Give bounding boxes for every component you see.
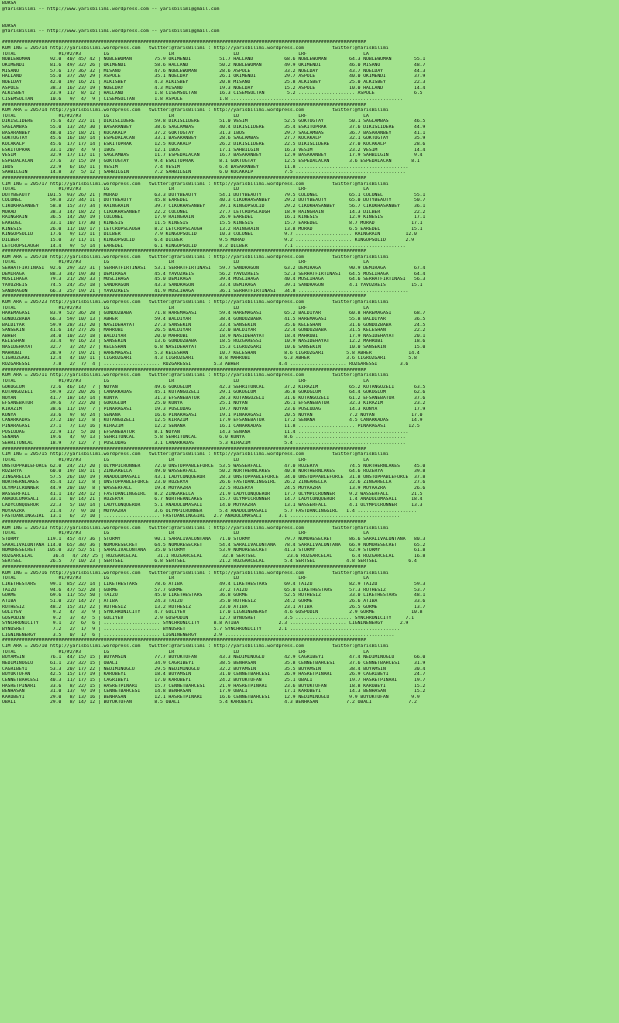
report-line: SANSEKIN 41.6 14/ 27/ 26 | MAHRUBI 26.5 BALDIYAR 22.0 BALDIYAR 22.4 GUNDUZBABA 31.5 KELESHAN 22.2 — [2, 328, 426, 334]
report-line: ASPOLE 38.3 16/ 23/ 19 | NOELDAY 4.3 MISANO 19.3 NOELDAY 15.2 ASPOLE 10.0 HALLAND 14.4 — [2, 85, 426, 91]
report-line: SYNCHRONICITY 9.1 2/ 6/ 6 | .................... SYNCHRONICITY 8.8 ATIBA 2.3 .................... LIGNINENERGY 2.9 — [2, 621, 409, 627]
report-line: GULIYEV 9.2 4/ 3/ 9 | SYNCHRONICITY 4.7 GULIYEV 17.0 LIGNINENERGY 4.6 GOSPODIN 2.9 GURME 10.8 — [2, 610, 423, 616]
report-line: CIM ARA = 205710 http://yarisbilimi.wordpress.com twitter:@YarisBilimi : http://yarisbilimi.wordpress.com twitter:@YarisBilimi — [2, 644, 389, 650]
report-line: TOTAL #1/#2/#3 LG LR LD LRF LA — [2, 51, 369, 57]
report-line: SARALIVALONTANA 114.0 65/ 38/ 36 | NOMORESECRET 64.5 NOMORESECRET 54.4 SARALIVALONTANA 78.4 SARALIVALONTANA 66.9 NOMORESECRET 65.2 — [2, 542, 426, 548]
report-line: TOTAL #1/#2/#3 LG LR LD LRF LA — [2, 576, 369, 582]
report-line: TOTAL #1/#2/#3 LG LR LD LRF LA — [2, 457, 369, 463]
report-line: TOTAL #1/#2/#3 LG LR LD LRF LA — [2, 649, 369, 655]
report-line: NOELDAY 42.0 19/ 16/ 21 | ALKISBEY 4.3 ALKISBEY 20.8 MISANO 25.8 ALKISBEY 25.0 ALKISBEY 22.3 — [2, 79, 426, 85]
report-line: BUYUKTUFAN 42.5 15/ 17/ 19 | KAROBEYI 18.4 BUYAMSIN 31.0 CENNETBAHCESI 26.9 HASRETPINARI 26.9 CAGRIBEYI 24.7 — [2, 672, 426, 678]
report-line: BURSA — [2, 23, 17, 29]
report-line: @YarisBilimi -- http://www.yarisbilimi.wordpress.com -- yarisbilimi@gmail.com — [2, 6, 220, 12]
report-line: TOTAL #1/#2/#3 LG LR LD LRF LA — [2, 531, 369, 537]
report-line: KELESHAN 33.4 9/ 16/ 23 | SANSEKIN 13.6 GUNDUZBABA 18.5 RUZGARESSI 10.9 NASIDEHAYAT 12.2 MAHRUBI 18.6 — [2, 339, 426, 345]
report-line: TOTAL #1/#2/#3 LG LR LD LRF LA — [2, 378, 369, 384]
report-line: OKIMENDI 81.6 49/ 32/ 26 | OKIMENDI 58.6 HALLAND 50.2 NOBLEWOMAN 49.9 OKIMENDI 46.0 MISANO 48.7 — [2, 63, 426, 69]
report-line: SAHBILGIN 14.8 3/ 5/ 12 | SAHBILGIN 7.2 SAHBILGIN 6.0 KOCAKALP 7.5 ....................................... — [2, 170, 406, 176]
report-line: BASARANBEY 48.0 15/ 18/ 21 | KOCAKALP 37.2 GOKTUGTAY 31.3 IBOS 29.7 SAGLAMBAS 36.7 BASARANBEY 41.1 — [2, 130, 426, 136]
report-line: VESIM 32.9 17/ 11/ 11 | SAGLAMBAS 11.7 ESPEDALACAN 16.7 BASARANBEY 12.9 BASARANBEY 17.9 SAHBILGIN 9.4 — [2, 153, 423, 159]
report-line: ATIBA 51.0 22/ 14/ 27 | ATIBA 24.3 TAIZU 35.0 RUTHESIZ 24.2 GURME 26.6 ATIBA 33.6 — [2, 598, 426, 604]
report-line: GUNDUZBABA 66.3 59/ 10/ 13 | ABHER 59.4 BALDIYAR 38.4 GUNDUZBABA 41.5 HAREMAGASI 55.8 BALDIYAR 36.5 — [2, 316, 426, 322]
report-line: ABHER 34.0 10/ 22/ 18 | BALDIYAR 20.0 MAHRUBI 18.9 NASIDEHAYAT 18.4 MAHRUBI 17.9 NASIDEHAYAT 20.1 — [2, 333, 426, 339]
report-line: EAREDEL 33.1 10/ 17/ 30 | KINESIS 11.5 KINESIS 15.5 KINESIS 15.7 EAREDEL 8.7 MURAD 17.1 — [2, 220, 423, 226]
separator-line: ################################################################################################################################# — [2, 102, 367, 108]
report-line: CANARKADAS 27.2 10/ 12/ 8 | KUTANGUZELI 12.5 KIRAZIM 17.9 EFSANEBATUR 17.2 SENANA 4.5 CANARKADAS 14.9 — [2, 418, 423, 424]
report-line: GOSPODIN 9.2 3/ 4/ 5 | GULIYEV 2.9 GOSPODIN 12.7 BYNUSRET 3.5 .................... SYNCHRONICITY 7.1 — [2, 615, 415, 621]
report-line: SENANA 19.6 4/ 9/ 13 | SEHRITUNCAL 5.8 SEHRITUNCAL 6.0 KUNYA 8.6 ....................................... — [2, 435, 406, 441]
report-line: ROZERYA 60.0 19/ 18/ 11 | ZINGARELLA 49.0 WASSERFALL 50.2 NORTHERNLAKES 40.8 NORTHERNLAKES 64.6 ROZERYA 39.8 — [2, 469, 426, 475]
report-line: KUM ING = 205714 http://yarisbilimi.wordpress.com twitter:@YarisBilimi : http://yarisbilimi.wordpress.com twitter:@YarisBilimi — [2, 46, 389, 52]
report-line: KUM ARA = 205723 http://yarisbilimi.wordpress.com twitter:@YarisBilimi : http://yarisbilimi.wordpress.com twitter:@YarisBilimi — [2, 299, 389, 305]
report-line: TOTAL #1/#2/#3 LG LR LD LRF LA — [2, 113, 369, 119]
report-line: NOMORESECRET 105.0 32/ 52/ 51 | SARALIVALONTANA 35.0 STORMY 53.9 NOMORESECRET 41.3 STORMY 62.9 STORMY 61.8 — [2, 548, 426, 554]
report-line: TOTAL #1/#2/#3 LG LR LD LRF LA — [2, 305, 369, 311]
report-line: TOTAL #1/#2/#3 LG LR LD LRF LA — [2, 260, 369, 266]
report-line: DILBER 15.0 3/ 11/ 11 | KINGOPSOLID 6.4 DILBER 9.5 MURAD 9.2 .................... KINGOPSOLID 2.9 — [2, 237, 415, 243]
report-line: STORMY 119.1 45/ 47/ 36 | STORMY 90.1 SARALIVALONTANA 71.0 STORMY 79.7 NOMORESECRET 86.6 SARALIVALONTANA 80.3 — [2, 536, 426, 542]
report-line: OBALI 29.0 8/ 14/ 12 | BUYUKTUFAN 8.5 OBALI 5.4 KAROBEYI 4.3 BENHASAN 7.2 OBALI 7.2 — [2, 700, 417, 706]
report-line: KINGOPSOLID 17.6 9/ 12/ 11 | DILBER 7.9 KINGOPSOLID 10.3 COLONEL 9.7 .................... RAINGRAIN 12.0 — [2, 232, 417, 238]
report-line: GURME 69.6 11/ 55/ 50 | TAIZU 45.0 LIKETHESTARS 36.8 GURME 52.5 RUTHESIZ 33.0 LIKETHESTARS 48.1 — [2, 593, 426, 599]
report-line: UNSTOPPABLEFORCE 62.0 24/ 21/ 20 | OLYMPICRUNNER 72.0 UNSTOPPABLEFORCE 53.5 WASSERFALL 47.0 ROZERYA 74.5 NORTHERNLAKES 45.0 — [2, 463, 426, 469]
report-line: DEMIRAGA 88.3 34/ 19/ 30 | DEMIRAGA 45.4 YAVUZREIS 56.2 YAVUZREIS 52.3 SERHATFIRTINASI 64.5 MUSLIHAGA 64.4 — [2, 271, 426, 277]
report-line: MAHRUBI 28.9 7/ 19/ 21 | HAREMAGASI 5.3 KELESHAN 10.7 KELESHAN 8.6 CIGRUZGARI 5.8 ABHER 14.4 — [2, 350, 420, 356]
report-line: YAVUZREIS 74.5 24/ 35/ 18 | SANDRAGON 43.3 SANDRAGON 33.4 DEMIRAGA 39.1 SANDRAGON 4.1 YAVUZREIS 15.1 — [2, 283, 423, 289]
report-line: PUSLUDAG 22.9 11/ 5/ 10 | EFSANEBATUR 8.1 NOYAN 14.3 SENANA 11.4 ....................................... — [2, 429, 409, 435]
report-line: SAGLAMBAS 55.0 13/ 24/ 30 | BASARANBEY 38.6 SAGLAMBAS 40.4 DIKISLIDERE 35.4 ESKITOPRAK 37.6 DIKISLIDERE 44.9 — [2, 125, 426, 131]
report-line: SERTSEL 26.5 7/ 10/ 23 | SERTSEL 6.8 SERTSEL 21.2 RUZGARCELAL 5.4 SERTSEL 4.8 SERTSEL 6.4 — [2, 559, 417, 565]
report-line: GOKOGLUM 72.6 46/ 14/ 7 | NOYAN 49.6 GOKOGLUM 42.3 SEHRITUNCAL 37.2 KIRAZIM 65.2 KUTANGUZELI 63.5 — [2, 384, 426, 390]
report-line: RUTHESIZ 48.2 15/ 31/ 22 | RUTHESIZ 13.2 RUTHESIZ 23.0 ATIBA 23.1 ATIBA 26.5 GURME 13.7 — [2, 604, 426, 610]
report-line: MISANO 57.6 17/ 36/ 32 | MISANO 47.6 NOBLEWOMAN 28.6 ASPOLE 33.2 NOELDAY 43.7 NOELDAY 44.3 — [2, 68, 426, 74]
report-line: CISEMSULTAN 10.6 9/ 4/ 9 | CISEMSULTAN 1.8 ASPOLE 1.8 ............................................................. — [2, 96, 403, 102]
report-line: LIGNINENERGY 3.5 0/ 1/ 6 | .................... LIGNINENERGY 2.9 ............................................................ — [2, 632, 395, 638]
separator-line: ################################################################################################################################# — [2, 40, 367, 46]
report-line: KIRAZIM 38.6 11/ 19/ 7 | PINARAGASI 19.3 PUSLUDAG 19.7 NOYAN 23.6 PUSLUDAG 14.3 KUNYA 17.9 — [2, 407, 426, 413]
report-line: FASTDANCINGGIRL 13.1 6/ 2/ 10 | .................... FASTDANCINGGIRL 2.7 ANADOLUMASALI 3.1 ....................................... — [2, 514, 400, 520]
separator-line: ################################################################################################################################# — [2, 446, 367, 452]
report-line: CIKOKHASANBEY 58.8 15/ 37/ 34 | RAINGRAIN 39.7 CIKOKHASANBEY 39.1 KINGOPSOLID 29.2 CIKOKHASANBEY 56.7 CIKOKHASANBEY 36.1 — [2, 204, 426, 210]
report-line: MURAD 38.3 14/ 18/ 22 | CIKOKHASANBEY 22.2 COLONEL 27.7 LETCROPSLAUGH 18.9 RAINGRAIN 14.3 DILBER 22.2 — [2, 209, 426, 215]
report-line: ANADOLUMASALI 33.1 0/ 14/ 21 | ROZERYA 6.7 NORTHERNLAKES 15.7 OLYMPICRUNNER 14.7 LADYCONQUEROR 1.4 ANADOLUMASALI 18.4 — [2, 497, 423, 503]
separator-line: ################################################################################################################################# — [2, 294, 367, 300]
report-line: KUM ARA = 205711 http://yarisbilimi.wordpress.com twitter:@YarisBilimi : http://yarisbilimi.wordpress.com twitter:@YarisBilimi — [2, 373, 389, 379]
report-line: LETCROPSLAUGH 14.4 9/ 5/ 14 | EAREDEL 6.1 KINGOPSOLID 8.2 DILBER 7.1 ....................................... — [2, 243, 406, 249]
report-line: KINESIS 26.0 11/ 10/ 17 | LETCROPSLAUGH 8.2 LETCROPSLAUGH 13.2 RAINGRAIN 13.8 MURAD 6.5 EAREDEL 15.1 — [2, 226, 423, 232]
report-line: NEDIMINOGLU 61.1 23/ 32/ 15 | OBALI 34.9 CAGRIBEYI 38.5 BENHASAN 35.8 CENNETBAHCESI 37.6 CENNETBAHCESI 31.9 — [2, 660, 426, 666]
report-line: KUNYA 33.6 9/ 8/ 24 | SENANA 16.6 PINARAGASI 19.1 PINARAGASI 20.5 NOYAN 7.2 NOYAN 17.0 — [2, 412, 423, 418]
report-line: CIGRUZGARI 12.4 4/ 10/ 11 | CIGRUZGARI 4.3 CIGRUZGARI 8.8 MAHRUBI 6.3 ABHER 3.6 CIGRUZGARI 5.8 — [2, 356, 417, 362]
report-line: NASIDEHAYAT 32.7 3/ 24/ 27 | KELESHAN 6.8 NASIDEHAYAT 15.3 CIGRUZGARI 10.6 SANSEKIN 10.0 SANSEKIN 15.0 — [2, 345, 426, 351]
report-line: PINARAGASI 27.1 7/ 13/ 16 | KIRAZIM 12.2 SENANA 16.1 CANARKADAS 11.8 .................... PINARAGASI 12.5 — [2, 424, 420, 430]
report-line: ZINGARELLA 57.5 26/ 10/ 19 | ANADOLUMASALI 43.1 LADYCONQUEROR 28.3 UNSTOPPABLEFORCE 34.0 UNSTOPPABLEFORCE 31.8 UNSTOPPABLEFORCE 37.8 — [2, 474, 426, 480]
report-line: BENHASAN 31.0 13/ 9/ 19 | CENNETBAHCESI 14.8 BENHASAN 17.9 OBALI 17.1 KAROBEYI 14.3 BENHASAN 15.2 — [2, 689, 426, 695]
report-line: NOYAN 41.7 18/ 14/ 14 | KUNYA 31.3 EFSANEBATUR 28.3 KUTANGUZELI 31.6 KUTANGUZELI 61.2 EFSANEBATUR 37.6 — [2, 395, 426, 401]
report-line: CAGRIBEYI 53.3 20/ 17/ 22 | NEDIMINOGLU 29.5 NEDIMINOGLU 32.2 BUYAMSIN 35.5 BUYAMSIN 38.4 BUYAMSIN 30.4 — [2, 666, 426, 672]
report-line: CENNETBAHCESI 40.3 11/ 17/ 15 | CAGRIBEYI 17.0 KAROBEYI 24.2 BUYUKTUFAN 25.1 OBALI 19.7 HASRETPINARI 19.7 — [2, 677, 426, 683]
report-line: HAREMAGASI 83.9 52/ 36/ 28 | GUNDUZBABA 71.8 HAREMAGASI 59.4 HAREMAGASI 65.2 BALDIYAR 60.8 HAREMAGASI 68.7 — [2, 311, 426, 317]
report-line: NORTHERNLAKES 45.4 12/ 12/ 8 | UNSTOPPABLEFORCE 23.0 ROZERYA 26.6 FASTDANCINGGIRL 26.2 ZINGARELLA 22.6 ZINGARELLA 27.6 — [2, 480, 426, 486]
report-line: OLYMPICRUNNER 44.9 20/ 10/ 8 | WASSERFALL 19.4 MOYAAZRA 22.5 ROZERYA 24.5 MOYAAZRA 13.9 MOYAAZRA 26.6 — [2, 486, 426, 492]
separator-line: ################################################################################################################################# — [2, 175, 367, 181]
report-line: KAROBEYI 29.0 8/ 13/ 16 | BENHASAN 12.1 HASRETPINARI 16.6 CENNETBAHCESI 12.9 NEDIMINOGLU 9.9 BUYUKTUFAN 9.9 — [2, 694, 420, 700]
report-line: ALKISBEY 23.9 11/ 8/ 12 | HALLAND 1.8 CISEMSULTAN 16.3 CISEMSULTAN 5.2 .................... ASPOLE 6.5 — [2, 91, 423, 97]
report-line: LADYCONQUEROR 22.3 5/ 10/ 14 | LADYCONQUEROR 5.1 ANADOLUMASALI 14.0 MOYAAZRA 13.1 WASSERFALL 4.1 OLYMPICRUNNER 13.3 — [2, 503, 423, 509]
report-line: SANDRAGON 66.3 25/ 19/ 21 | YAVUZREIS 41.9 MUSLIHAGA 36.1 SERHATFIRTINASI 34.8 ....................................... — [2, 288, 409, 294]
report-line: KUM ARA = 205718 http://yarisbilimi.wordpress.com twitter:@YarisBilimi : http://yarisbilimi.wordpress.com twitter:@YarisBilimi — [2, 254, 389, 260]
report-line: WASSERFALL 41.1 14/ 24/ 12 | FASTDANCINGGIRL 8.2 ZINGARELLA 21.9 LADYCONQUEROR 17.7 OLYMPICRUNNER 9.2 WASSERFALL 21.5 — [2, 491, 423, 497]
separator-line: ################################################################################################################################# — [2, 249, 367, 255]
separator-line: ################################################################################################################################# — [2, 367, 367, 373]
report-line: HASRETPINARI 33.6 8/ 22/ 15 | HASRETPINARI 15.7 CENNETBAHCESI 21.9 HASRETPINARI 23.6 BUYUKTUFAN 18.8 KAROBEYI 15.2 — [2, 683, 426, 689]
report-line: BUYAMSIN 76.1 44/ 15/ 15 | BUYAMSIN 77.7 BUYUKTUFAN 43.3 NEDIMINOGLU 42.9 CAGRIBEYI 47.4 NEDIMINOGLU 66.0 — [2, 655, 426, 661]
report-line: EFSANEBATUR 39.6 7/ 22/ 20 | GOKOGLUM 25.0 KUNYA 25.1 NOYAN 26.1 EFSANEBATUR 32.3 KIRAZIM 23.2 — [2, 401, 426, 407]
report-line: CIM ING = 205715 http://yarisbilimi.wordpress.com twitter:@YarisBilimi : http://yarisbilimi.wordpress.com twitter:@YarisBilimi — [2, 452, 389, 458]
report-line: BALDIYAR 59.9 28/ 31/ 20 | NASIDEHAYAT 27.3 SANSEKIN 33.4 SANSEKIN 35.6 KELESHAN 31.6 GUNDUZBABA 24.5 — [2, 322, 426, 328]
report-line: SERHATFIRTINASI 92.6 29/ 32/ 31 | SERHATFIRTINASI 53.1 SERHATFIRTINASI 59.7 SANDRAGON 63.2 DEMIRAGA 90.9 DEMIRAGA 67.4 — [2, 266, 426, 272]
report-line: MOYAAZRA 21.4 7/ 9/ 10 | MOYAAZRA 3.6 OLYMPICRUNNER 5.4 ANADOLUMASALI 5.7 FASTDANCINGGIRL 1.4 ..................... — [2, 508, 417, 514]
separator-line: ################################################################################################################################# — [2, 638, 367, 644]
report-line: TOTAL #1/#2/#3 LG LR LD LRF LA — [2, 187, 369, 193]
report-line: DUTYBEAUTY 101.5 93/ 26/ 21 | MURAD 63.3 DUTYBEAUTY 54.1 DUTYBEAUTY 79.5 COLONEL 65.1 COLONEL 55.1 — [2, 192, 426, 198]
report-line: RUZGARESSI 7.8 2/ 7/ 4 | .................... RUZGARESSI 5.3 ABHER 4.4 .................... RUZGARESSI 3.6 — [2, 362, 409, 367]
report-line: KUM ARA = 205714 http://yarisbilimi.wordpress.com twitter:@YarisBilimi : http://yarisbilimi.wordpress.com twitter:@YarisBilimi — [2, 108, 389, 114]
separator-line: ################################################################################################################################# — [2, 565, 367, 571]
report-line: HALLAND 55.0 37/ 20/ 29 | ASPOLE 35.1 NOELDAY 26.1 OKIMENDI 29.7 ASPOLE 40.0 OKIMENDI 37.9 — [2, 74, 426, 80]
report-line: KUM ING = 205716 http://yarisbilimi.wordpress.com twitter:@YarisBilimi : http://yarisbilimi.wordpress.com twitter:@YarisBilimi — [2, 570, 389, 576]
report-line: @YarisBilimi -- http://www.yarisbilimi.wordpress.com -- yarisbilimi@gmail.com — [2, 29, 220, 35]
report-line: TAIZU 94.6 47/ 52/ 28 | GURME 57.7 GURME 37.2 TAIZU 65.0 LIKETHESTARS 57.3 RUTHESIZ 53.7 — [2, 587, 426, 593]
report-line: RAINGRAIN 36.5 14/ 20/ 19 | COLONEL 17.9 RAINGRAIN 26.9 EAREDEL 16.1 KINESIS 12.9 KINESIS 17.1 — [2, 215, 426, 221]
separator-line: ################################################################################################################################# — [2, 519, 367, 525]
report-line: NOBLEWOMAN 92.0 40/ 45/ 42 | NOBLEWOMAN 75.9 OKIMENDI 51.7 HALLAND 68.6 NOBLEWOMAN 64.3 NOBLEWOMAN 55.1 — [2, 57, 426, 63]
report-line: IBOS 22.9 6/ 16/ 11 | VESIM 7.4 VESIM 6.4 BASARANBEY 11.8 ....................................... — [2, 164, 409, 170]
report-line: KUTANGUZELI 59.9 22/ 20/ 26 | CANARKADAS 45.1 KUTANGUZELI 29.1 GOKOGLUM 36.8 GOKOGLUM 64.4 GOKOGLUM 62.6 — [2, 390, 426, 396]
report-line: BYNUSRET 7.2 2/ 1/ 9 | .................... BYNUSRET 5.7 SYNCHRONICITY 2.1 ....................................... — [2, 627, 400, 633]
report-line: KUM ING = 205713 http://yarisbilimi.wordpress.com twitter:@YarisBilimi : http://yarisbilimi.wordpress.com twitter:@YarisBilimi — [2, 525, 389, 531]
report-line: KOCAKALP 45.6 17/ 17/ 14 | ESKITOPRAK 12.5 KOCAKALP 26.2 DIKISLIDERE 22.5 DIKISLIDERE 27.0 KOCAKALP 28.6 — [2, 142, 426, 148]
report-line: GOKTUGTAY 45.6 16/ 18/ 14 | ESPEDALACAN 33.1 BASARANBEY 28.6 SAGLAMBAS 27.7 KOCAKALP 32.1 GOKTUGTAY 35.9 — [2, 136, 426, 142]
report-line: ESKITOPRAK 33.1 20/ 4/ 9 | IBOS 12.1 IBOS 17.1 SAHBILGIN 16.3 VESIM 23.2 VESIM 14.4 — [2, 147, 426, 153]
report-line: BURSA — [2, 1, 17, 6]
report-line: MUSLIHAGA 79.3 21/ 28/ 33 | MUSLIHAGA 45.0 DEMIRAGA 39.4 MUSLIHAGA 40.4 MUSLIHAGA 64.6 SERHATFIRTINASI 56.3 — [2, 277, 426, 283]
report-line: ESPEDALACAN 27.6 3/ 15/ 19 | GOKTUGTAY 9.4 ESKITOPRAK 8.1 GOKTUGTAY 12.5 ESPEDALACAN 3.6 ESPEDALACAN 8.1 — [2, 158, 420, 164]
report-line: RUZGARCELAL 36.4 4/ 24/ 25 | RUZGARCELAL 31.1 RUZGARCELAL 32.8 SERTSEL 23.6 RUZGARCELAL 6.4 RUZGARCELAL 16.8 — [2, 553, 426, 559]
report-line: LIKETHESTARS 99.1 85/ 22/ 14 | LIKETHESTARS 78.6 ATIBA 49.4 LIKETHESTARS 69.4 TAIZU 82.9 TAIZU 59.3 — [2, 581, 426, 587]
report-line: SEHRITUNCAL 18.9 7/ 12/ 7 | PUSLUDAG 3.1 CANARKADAS 5.3 KIRAZIM 5.4 ....................................... — [2, 440, 406, 446]
report-line: CIM ING = 205717 http://yarisbilimi.wordpress.com twitter:@YarisBilimi : http://yarisbilimi.wordpress.com twitter:@YarisBilimi — [2, 181, 389, 187]
report-line: COLONEL 59.8 22/ 34/ 11 | DUTYBEAUTY 45.8 EAREDEL 40.3 CIKOKHASANBEY 29.2 DUTYBEAUTY 65.0 DUTYBEAUTY 50.7 — [2, 198, 426, 204]
report-line: DIKISLIDERE 75.6 42/ 22/ 11 | DIKISLIDERE 59.8 DIKISLIDERE 51.0 VESIM 52.5 GOKTUGTAY 50.1 SAGLAMBAS 46.5 — [2, 119, 426, 125]
